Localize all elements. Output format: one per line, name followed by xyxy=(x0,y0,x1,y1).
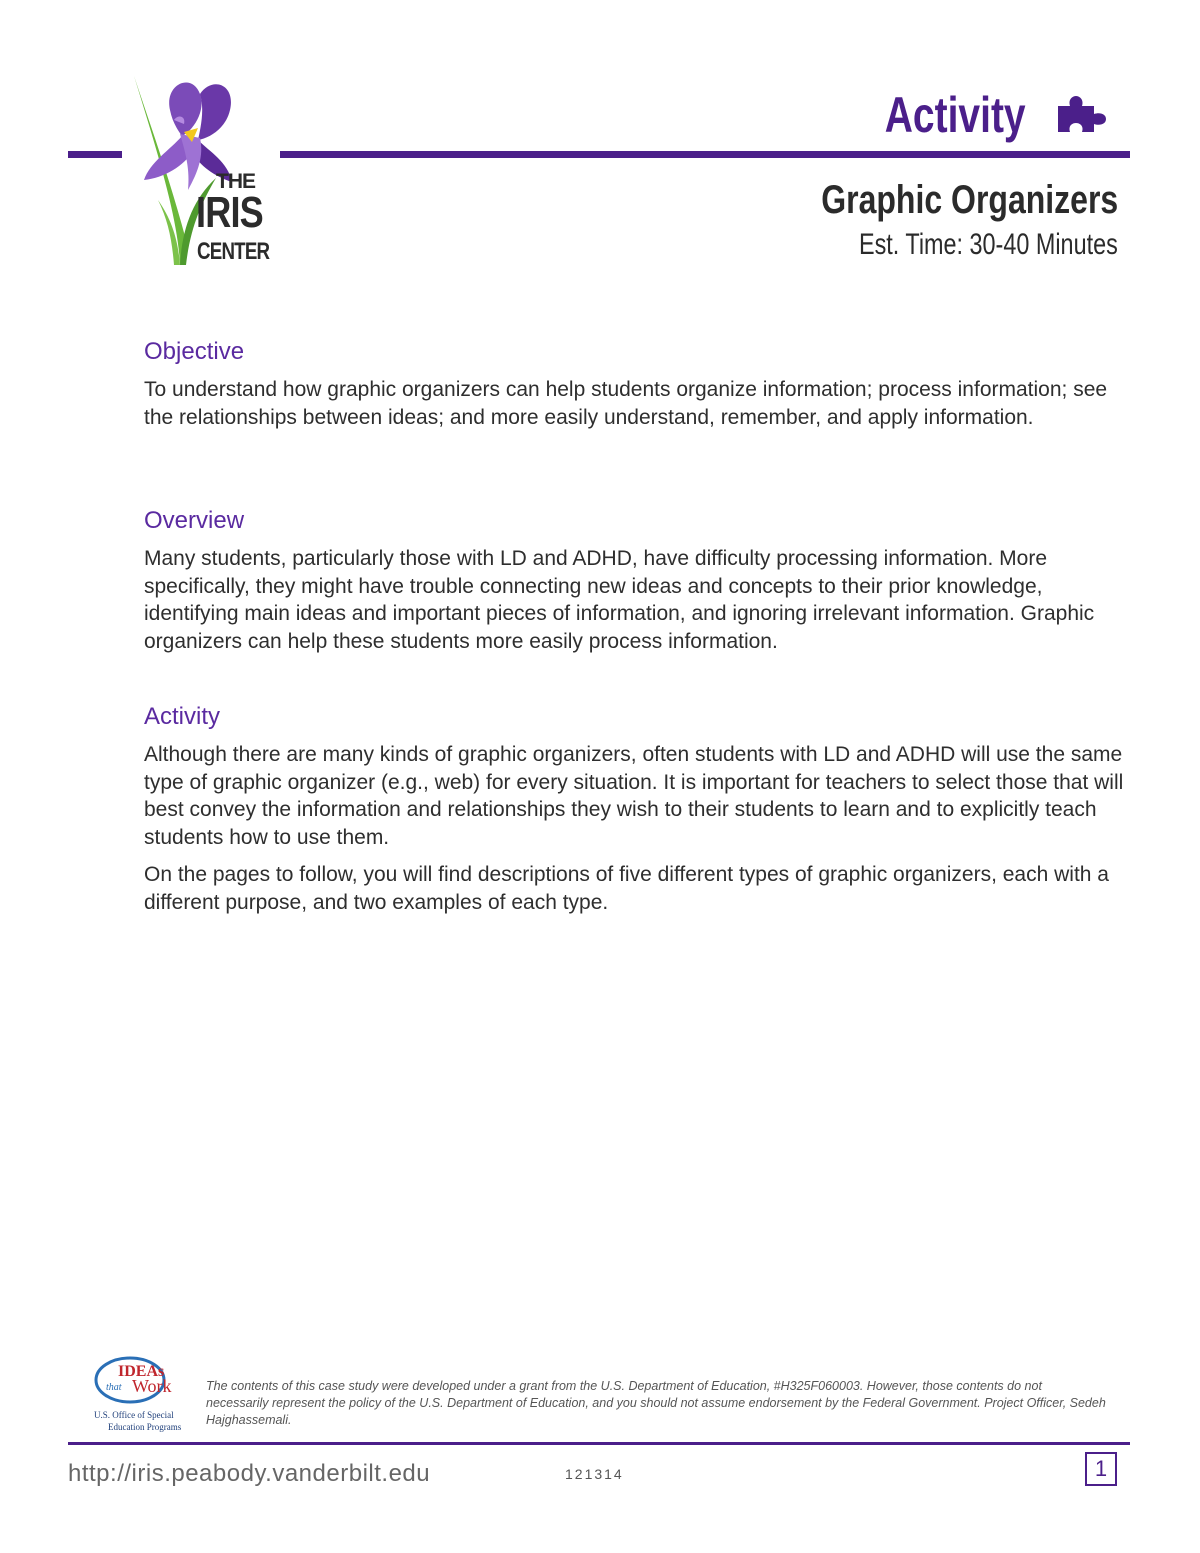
activity-label: Activity xyxy=(885,87,1026,143)
page-number: 1 xyxy=(1085,1452,1117,1486)
overview-body: Many students, particularly those with LD and ADHD, have difficulty processing information. More specifically, they might have trouble connecting new ideas and concepts to their prior knowledge, identifying main ideas and important pieces of information, and ignoring irrelevant information. Graphic organizers can help these students more easily process information. xyxy=(144,547,1095,653)
overview-heading: Overview xyxy=(144,507,245,534)
ideas-logo-ideas: IDEAs xyxy=(118,1363,165,1380)
ideas-that-work-logo xyxy=(88,1352,196,1436)
puzzle-piece-icon xyxy=(1054,92,1110,136)
objective-section xyxy=(144,338,1134,441)
activity-heading: Activity xyxy=(144,703,221,730)
estimated-time: Est. Time: 30-40 Minutes xyxy=(859,228,1118,261)
footer-disclaimer: The contents of this case study were developed under a grant from the U.S. Department of Education, #H325F060003. However, those contents do not necessarily represent the policy of the U.S. Department of Education, and you should not assume endorsement by the Federal Government. Project Officer, Sedeh Hajghassemali. xyxy=(206,1379,1106,1427)
logo-text-the: THE xyxy=(216,170,255,193)
header-rule-right xyxy=(280,151,1130,158)
logo-text-iris: IRIS xyxy=(196,188,263,237)
footer-rule xyxy=(68,1442,1130,1445)
footer-url-link[interactable]: http://iris.peabody.vanderbilt.edu xyxy=(68,1460,431,1487)
overview-section xyxy=(144,507,1134,665)
header-rule-left xyxy=(68,151,122,158)
logo-text-center: CENTER xyxy=(197,238,270,265)
objective-heading: Objective xyxy=(144,338,245,365)
activity-section xyxy=(144,703,1134,926)
ideas-logo-osep-2: Education Programs xyxy=(108,1422,182,1432)
document-code: 121314 xyxy=(565,1466,624,1482)
objective-body: To understand how graphic organizers can help students organize information; process information; see the relationships between ideas; and more easily understand, remember, and apply information. xyxy=(144,378,1108,429)
ideas-logo-work: Work xyxy=(132,1376,172,1396)
activity-body-1: Although there are many kinds of graphic organizers, often students with LD and ADHD will use the same type of graphic organizer (e.g., web) for every situation. It is important for teachers to select those that will best convey the information and relationships they wish to their students to learn and to explicitly teach students how to use them. xyxy=(144,743,1124,849)
activity-body-2: On the pages to follow, you will find descriptions of five different types of graphic organizers, each with a different purpose, and two examples of each type. xyxy=(144,863,1109,914)
ideas-logo-that: that xyxy=(106,1382,122,1393)
ideas-logo-osep-1: U.S. Office of Special xyxy=(94,1410,174,1420)
page-title: Graphic Organizers xyxy=(821,178,1118,222)
